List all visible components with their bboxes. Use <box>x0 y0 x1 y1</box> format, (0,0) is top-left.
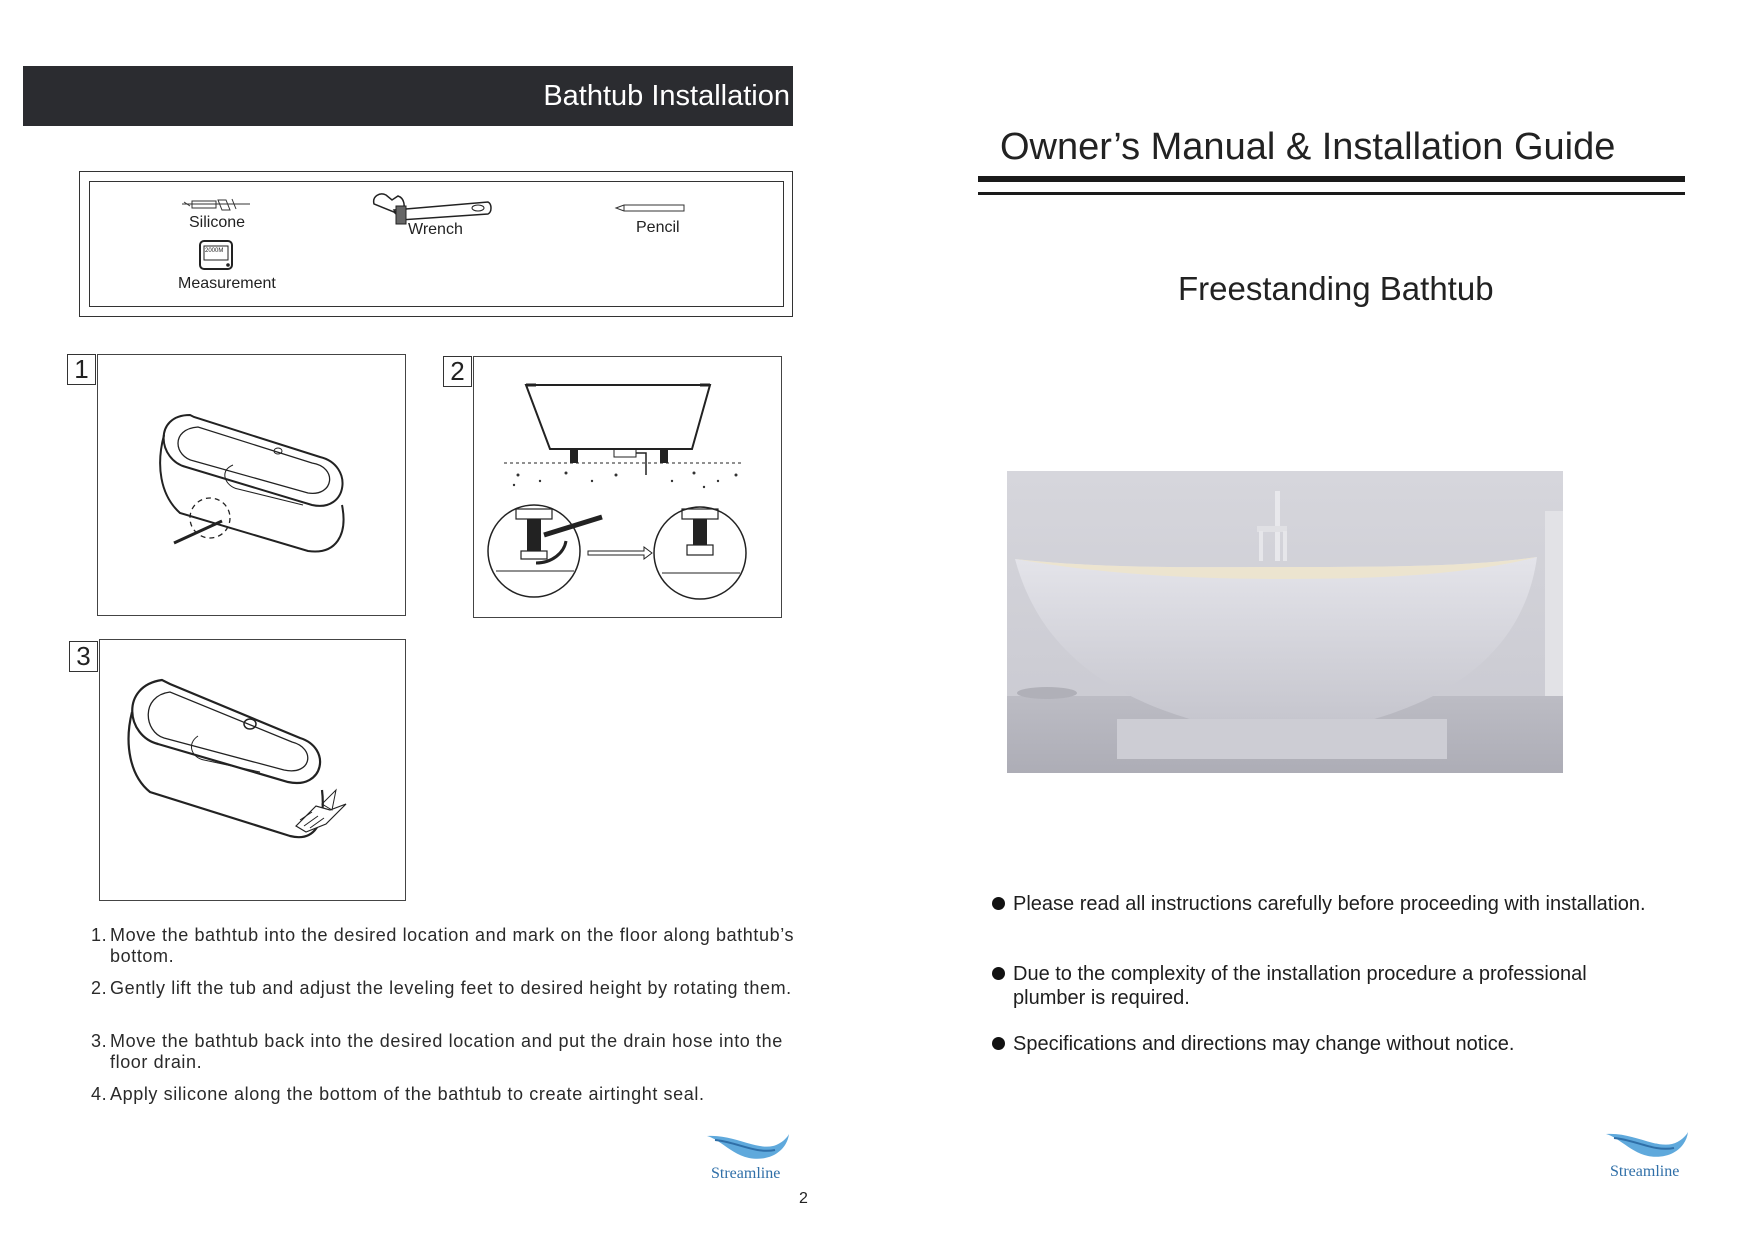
page-number: 2 <box>799 1190 808 1207</box>
tool-label-pencil: Pencil <box>636 219 680 236</box>
notice-bullet-2 <box>992 962 1672 1010</box>
instruction-number: 4. <box>91 1084 108 1104</box>
section-header: Bathtub Installation <box>23 66 793 126</box>
product-subtitle: Freestanding Bathtub <box>1178 270 1494 307</box>
notice-bullet-1 <box>992 892 1672 940</box>
silicone-gun-icon <box>180 196 252 212</box>
instruction-number: 3. <box>91 1031 108 1051</box>
instruction-3 <box>91 1031 801 1075</box>
title-rule-thick <box>978 176 1685 182</box>
step-2-figure <box>473 356 782 618</box>
instruction-number: 2. <box>91 978 108 998</box>
step-number-1: 1 <box>67 354 96 385</box>
bullet-dot <box>992 1037 1005 1050</box>
tool-label-silicone: Silicone <box>189 214 246 231</box>
instruction-1 <box>91 925 801 969</box>
step-3-figure <box>99 639 406 901</box>
instruction-text: Apply silicone along the bottom of the bathtub to create airtinght seal. <box>110 1084 705 1104</box>
instruction-text: Gently lift the tub and adjust the leveling feet to desired height by rotating them. <box>110 978 792 998</box>
tool-label-wrench: Wrench <box>408 221 463 238</box>
tape-reading: 2000M <box>205 248 224 254</box>
pencil-icon <box>614 204 686 212</box>
title-rule-thin <box>978 192 1685 195</box>
bathtub-photo <box>1007 471 1563 773</box>
instruction-2 <box>91 978 801 1022</box>
instruction-number: 1. <box>91 925 108 945</box>
streamline-logo-text: Streamline <box>1610 1163 1680 1180</box>
notice-bullet-3 <box>992 1032 1672 1056</box>
tool-label-measurement: Measurement <box>178 275 276 292</box>
step-1-figure <box>97 354 406 616</box>
bullet-text: Please read all instructions carefully before proceeding with installation. <box>1013 893 1646 915</box>
instruction-text: Move the bathtub back into the desired location and put the drain hose into the floor drain. <box>110 1031 783 1072</box>
document-title: Owner’s Manual & Installation Guide <box>1000 126 1616 168</box>
bullet-text: Due to the complexity of the installation procedure a professional plumber is required. <box>1013 963 1587 1009</box>
bullet-dot <box>992 967 1005 980</box>
step-number-3: 3 <box>69 641 98 672</box>
measuring-tape-icon <box>198 239 236 271</box>
streamline-wave-icon <box>1604 1130 1690 1162</box>
streamline-wave-icon <box>705 1132 791 1164</box>
bullet-dot <box>992 897 1005 910</box>
instruction-4 <box>91 1084 801 1108</box>
bullet-text: Specifications and directions may change without notice. <box>1013 1033 1515 1055</box>
instruction-text: Move the bathtub into the desired location and mark on the floor along bathtub’s bottom. <box>110 925 795 966</box>
step-number-2: 2 <box>443 356 472 387</box>
streamline-logo-text: Streamline <box>711 1165 781 1182</box>
